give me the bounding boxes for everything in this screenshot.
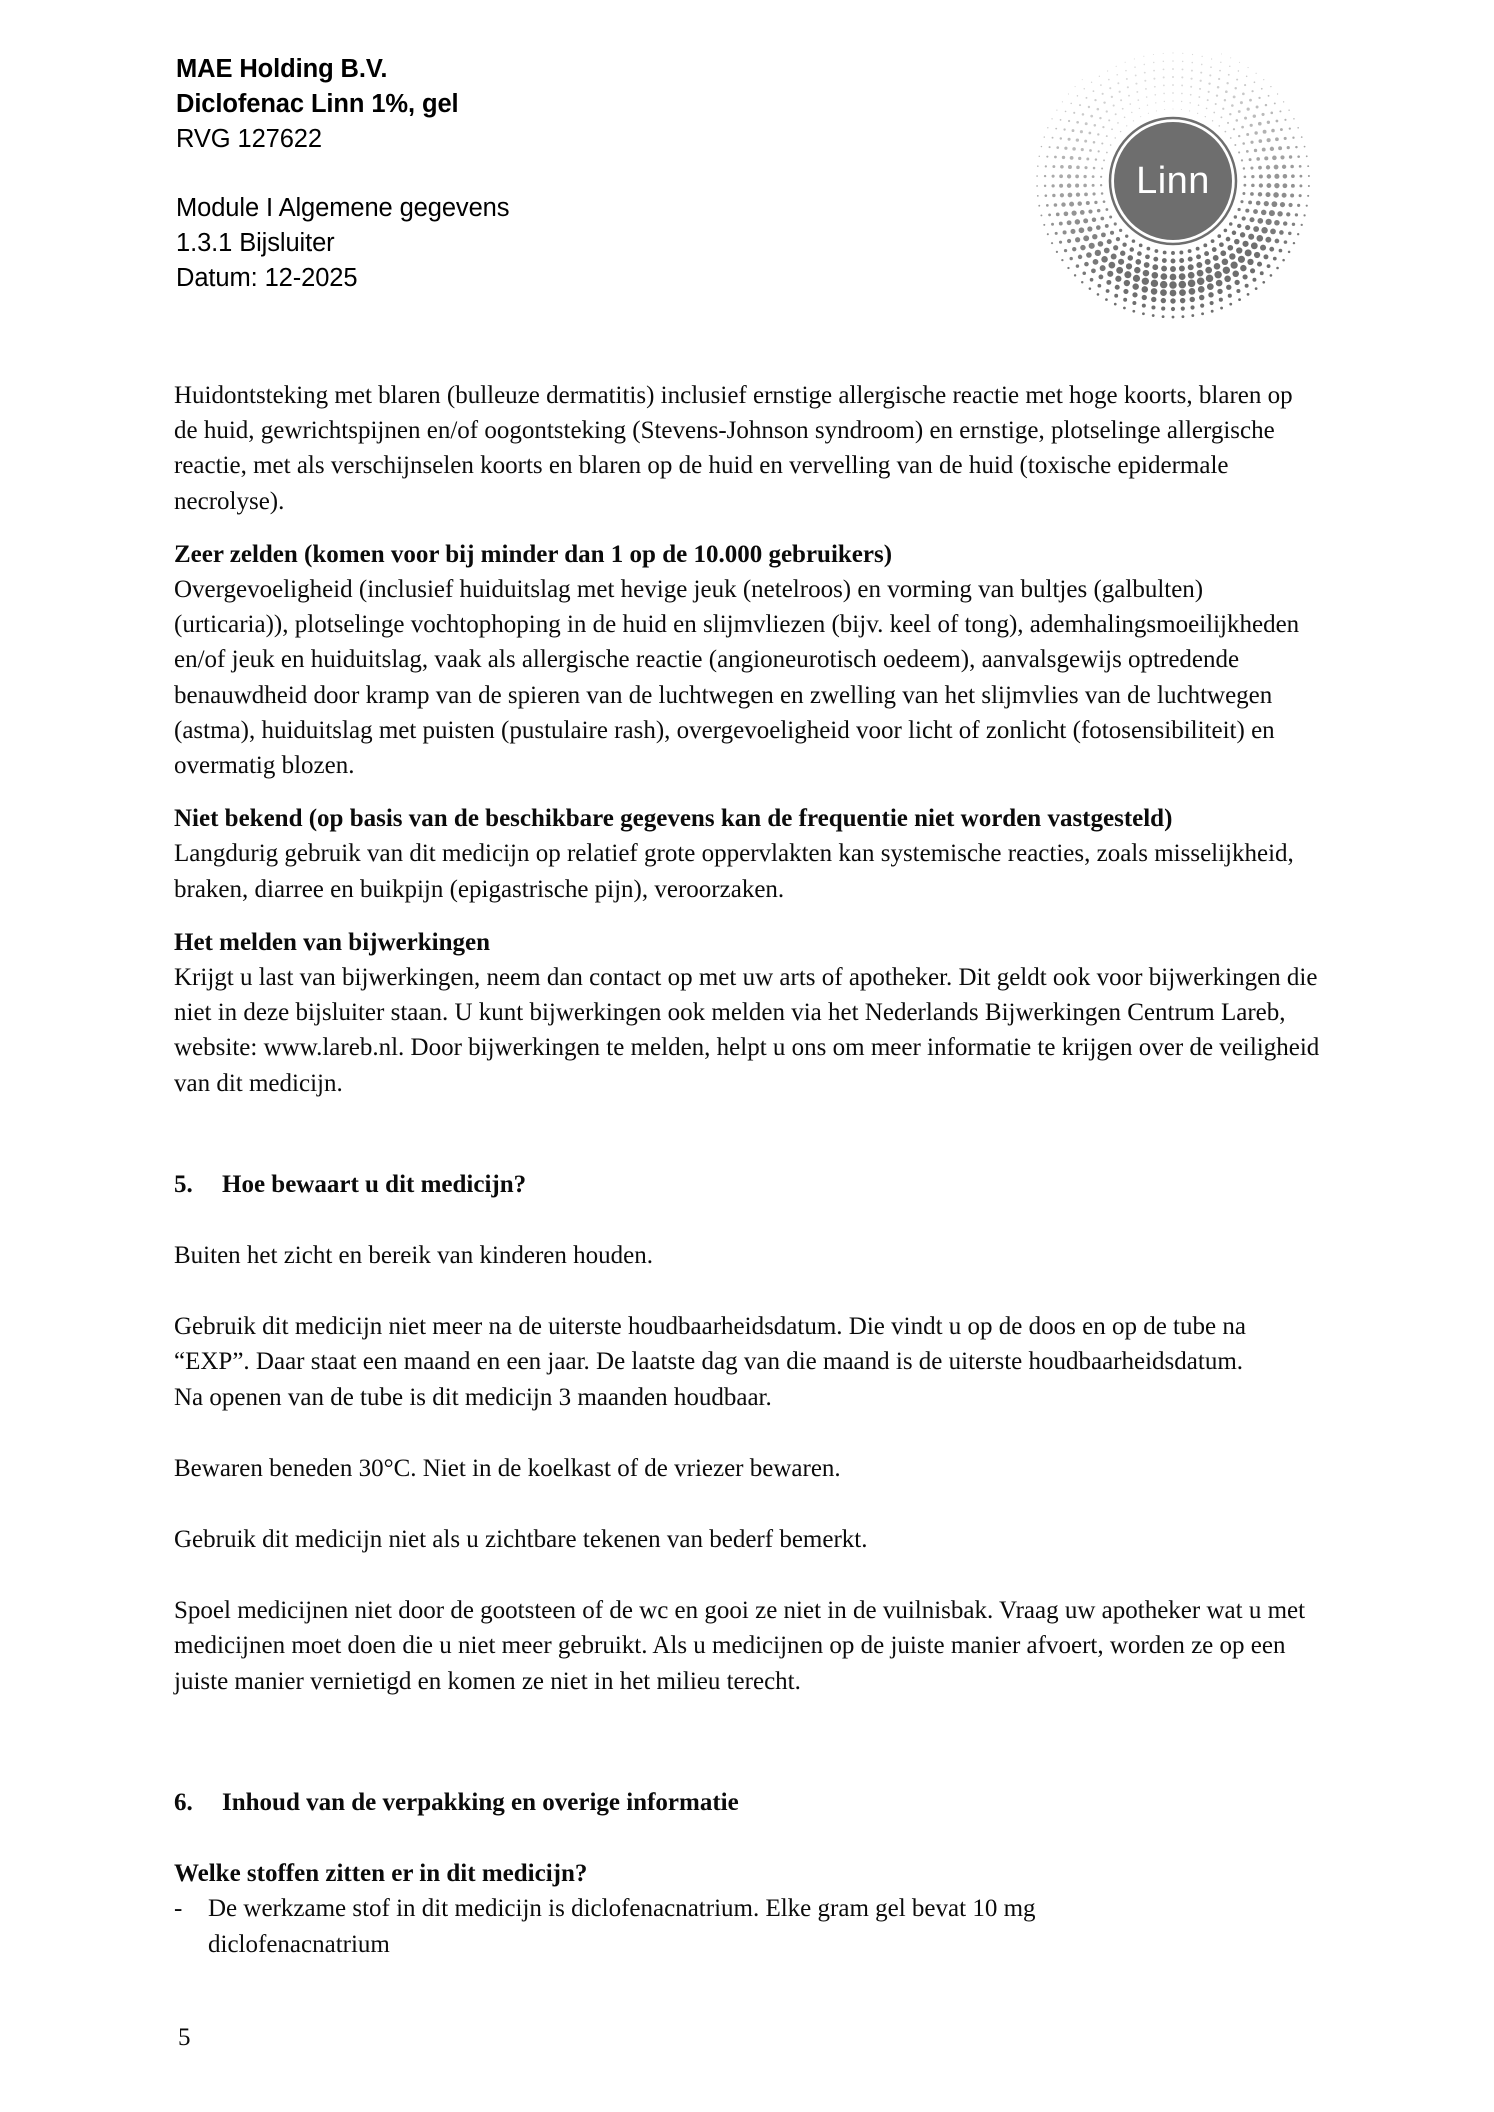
paragraph-melden-bijwerkingen: Krijgt u last van bijwerkingen, neem dan contact op met uw arts of apotheker. Dit geldt ook voor bijwerkingen die niet in deze bijsluiter staan. U kunt bijwerkingen ook melden via het Nederlands Bijwerkingen Centrum Lareb, website: www.lareb.nl. Door bijwerkingen te melden, helpt u ons om meer informatie te krijgen over de veiligheid van dit medicijn.: [174, 964, 1320, 1097]
paragraph-disposal: Spoel medicijnen niet door de gootsteen of de wc en gooi ze niet in de vuilnisbak. Vraag uw apotheker wat u met medicijnen moet doen die u niet meer gebruikt. Als u medicijnen op de juiste manier afvoert, worden ze op een juiste manier vernietigd en komen ze niet in het milieu terecht.: [174, 1597, 1306, 1695]
section-6-number: 6.: [174, 1788, 193, 1816]
section-5-number: 5.: [174, 1170, 193, 1198]
header-module: Module I Algemene gegevens: [176, 194, 510, 222]
paragraph-keep-out-of-reach: Buiten het zicht en bereik van kinderen houden.: [174, 1242, 654, 1270]
page-number: 5: [178, 2024, 191, 2051]
document-header: [176, 52, 996, 296]
heading-welke-stoffen: Welke stoffen zitten er in dit medicijn?: [174, 1860, 588, 1888]
document-body: [174, 378, 1322, 1962]
bullet-dash-icon: -: [174, 1895, 183, 1923]
header-gap: [176, 157, 996, 191]
spacer: [174, 1415, 1322, 1451]
spacer: [174, 1101, 1322, 1167]
spacer: [174, 907, 1322, 925]
heading-melden-bijwerkingen: Het melden van bijwerkingen: [174, 928, 490, 956]
linn-logo-graphic: [1028, 36, 1318, 326]
paragraph-after-opening: Na openen van de tube is dit medicijn 3 maanden houdbaar.: [174, 1383, 772, 1411]
section-6-heading: [174, 1785, 1322, 1820]
header-product-name: Diclofenac Linn 1%, gel: [176, 90, 459, 118]
linn-logo-label: Linn: [1136, 159, 1210, 202]
spacer: [174, 1486, 1322, 1522]
header-section: 1.3.1 Bijsluiter: [176, 229, 335, 257]
paragraph-niet-bekend: Langdurig gebruik van dit medicijn op relatief grote oppervlakten kan systemische reacties, zoals misselijkheid, braken, diarree en buikpijn (epigastrische pijn), veroorzaken.: [174, 840, 1294, 903]
spacer: [174, 1820, 1322, 1856]
spacer: [174, 1273, 1322, 1309]
spacer: [174, 1202, 1322, 1238]
paragraph-signs-of-deterioration: Gebruik dit medicijn niet als u zichtbare tekenen van bederf bemerkt.: [174, 1526, 868, 1554]
paragraph-zeer-zelden: Overgevoeligheid (inclusief huiduitslag met hevige jeuk (netelroos) en vorming van bultjes (galbulten) (urticaria)), plotselinge vochtophoping in de huid en slijmvliezen (bijv. keel of tong), ademhalingsmoeilijkheden en/of jeuk en huiduitslag, vaak als allergische reactie (angioneurotisch oedeem), aanvalsgewijs optredende benauwdheid door kramp van de spieren van de luchtwegen en zwelling van het slijmvlies van de luchtwegen (astma), huiduitslag met puisten (pustulaire rash), overgevoeligheid voor licht of zonlicht (fotosensibiliteit) en overmatig blozen.: [174, 576, 1300, 780]
header-date: Datum: 12-2025: [176, 264, 358, 292]
heading-niet-bekend: Niet bekend (op basis van de beschikbare gegevens kan de frequentie niet worden vastgesteld): [174, 805, 1173, 833]
spacer: [174, 1699, 1322, 1785]
list-item-active-substance-text: De werkzame stof in dit medicijn is diclofenacnatrium. Elke gram gel bevat 10 mg diclofenacnatrium: [208, 1895, 1036, 1958]
spacer: [174, 1557, 1322, 1593]
section-5-heading: [174, 1167, 1322, 1202]
spacer: [174, 783, 1322, 801]
spacer: [174, 519, 1322, 537]
paragraph-expiry-date: Gebruik dit medicijn niet meer na de uiterste houdbaarheidsdatum. Die vindt u op de doos en op de tube na “EXP”. Daar staat een maand en een jaar. De laatste dag van die maand is de uiterste houdbaarheidsdatum.: [174, 1313, 1246, 1376]
heading-zeer-zelden: Zeer zelden (komen voor bij minder dan 1 op de 10.000 gebruikers): [174, 540, 893, 568]
list-item-active-substance: [174, 1891, 1322, 1961]
header-registration-number: RVG 127622: [176, 125, 322, 153]
linn-logo: [1028, 36, 1318, 326]
section-6-title: Inhoud van de verpakking en overige informatie: [222, 1788, 739, 1816]
section-5-title: Hoe bewaart u dit medicijn?: [222, 1170, 527, 1198]
header-company-name: MAE Holding B.V.: [176, 55, 388, 83]
paragraph-skin-reactions: Huidontsteking met blaren (bulleuze dermatitis) inclusief ernstige allergische reactie met hoge koorts, blaren op de huid, gewrichtspijnen en/of oogontsteking (Stevens-Johnson syndroom) en ernstige, plotselinge allergische reactie, met als verschijnselen koorts en blaren op de huid en vervelling van de huid (toxische epidermale necrolyse).: [174, 382, 1293, 515]
paragraph-storage-temperature: Bewaren beneden 30°C. Niet in de koelkast of de vriezer bewaren.: [174, 1454, 841, 1482]
